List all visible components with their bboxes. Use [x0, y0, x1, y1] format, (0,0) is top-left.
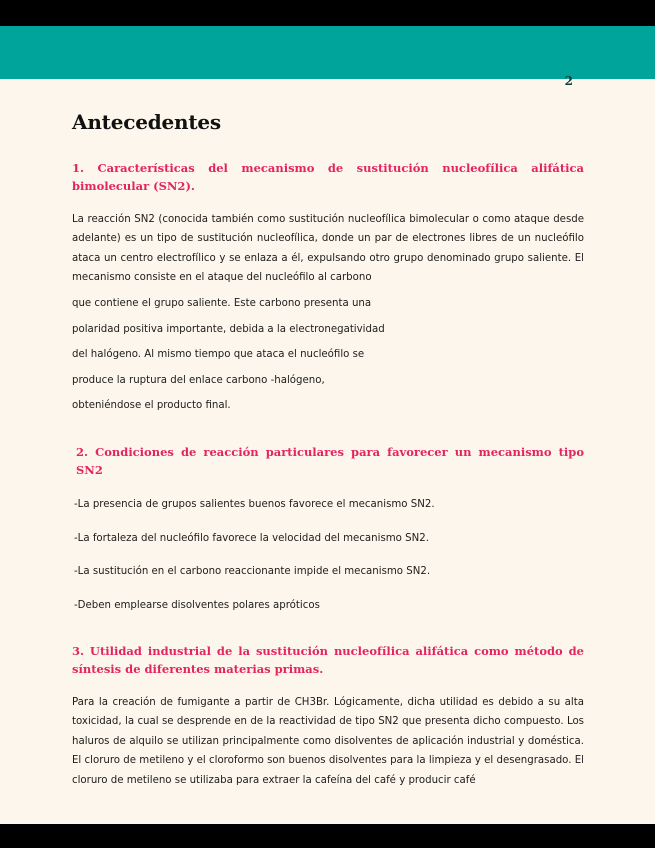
- section-1-paragraph-1: La reacción SN2 (conocida también como sustitución nucleofílica bimolecular o como ataque desde adelante) es un tipo de sustitución nucleofílica, donde un par de electrones libres de un nucleófilo ataca un centro electrofílico y se enlaza a él, expulsando otro grupo denominado grupo saliente. El mecanismo consiste en el ataque del nucleófilo al carbono: [72, 213, 584, 284]
- document-body: [72, 110, 584, 796]
- section-2-bullet-1: -La presencia de grupos salientes buenos favorece el mecanismo SN2.: [74, 499, 435, 511]
- section-heading-3: 3. Utilidad industrial de la sustitución nucleofílica alifática como método de síntesis de diferentes materias primas.: [72, 643, 584, 676]
- section-3-paragraph-1: Para la creación de fumigante a partir de CH3Br. Lógicamente, dicha utilidad es debido a su alta toxicidad, la cual se desprende en de la reactividad de tipo SN2 que presenta dicho compuesto. Los haluros de alquilo se utilizan principalmente como disolventes de aplicación industrial y doméstica. El cloruro de metileno y el cloroformo son buenos disolventes para la limpieza y el desengrasado. El cloruro de metileno se utilizaba para extraer la cafeína del café y producir café: [72, 696, 584, 786]
- page-title: Antecedentes: [72, 110, 221, 134]
- section-2-bullet-3: -La sustitución en el carbono reaccionante impide el mecanismo SN2.: [74, 566, 431, 578]
- bottom-black-bar: [0, 824, 655, 848]
- section-heading-1: 1. Características del mecanismo de sustitución nucleofílica alifática bimolecular (SN2).: [72, 161, 584, 193]
- section-spacer-2: [72, 629, 584, 643]
- section-2-bullet-4: -Deben emplearse disolventes polares apróticos: [74, 599, 320, 611]
- section-2-bullet-2: -La fortaleza del nucleófilo favorece la velocidad del mecanismo SN2.: [74, 532, 429, 544]
- section-1-paragraph-3: polaridad positiva importante, debida a la electronegatividad: [72, 323, 385, 335]
- section-spacer-1: [72, 422, 584, 444]
- page-number: 2: [564, 74, 573, 88]
- section-1-paragraph-2: que contiene el grupo saliente. Este carbono presenta una: [72, 297, 372, 309]
- teal-header-band: [0, 26, 655, 88]
- section-1-paragraph-5: produce la ruptura del enlace carbono -halógeno,: [72, 374, 325, 386]
- top-black-bar: [0, 0, 655, 26]
- section-1-paragraph-6: obteniéndose el producto final.: [72, 400, 231, 412]
- section-heading-2: 2. Condiciones de reacción particulares para favorecer un mecanismo tipo SN2: [76, 444, 584, 477]
- section-1-paragraph-4: del halógeno. Al mismo tiempo que ataca el nucleófilo se: [72, 349, 365, 361]
